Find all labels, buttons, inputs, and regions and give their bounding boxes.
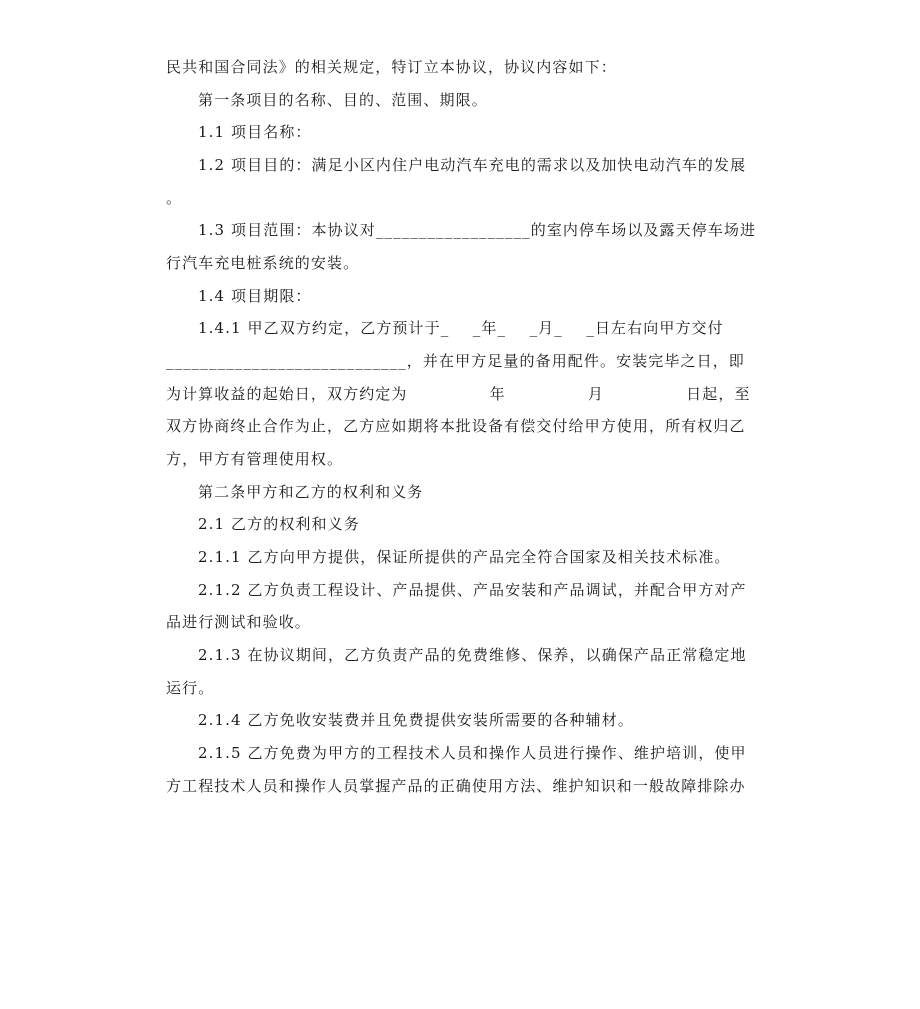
- paragraph-line: 。: [166, 189, 183, 207]
- paragraph-line: 1.1 项目名称：: [198, 123, 312, 141]
- paragraph-line: 方工程技术人员和操作人员掌握产品的正确使用方法、维护知识和一般故障排除办: [166, 777, 746, 795]
- paragraph-line: 2.1.3 在协议期间，乙方负责产品的免费维修、保养，以确保产品正常稳定地: [198, 646, 747, 664]
- paragraph-line: 1.4 项目期限：: [198, 287, 312, 305]
- paragraph-line: 运行。: [166, 679, 215, 697]
- section-heading: 第二条甲方和乙方的权利和义务: [198, 483, 424, 501]
- paragraph-line: ____________________________，并在甲方足量的备用配件。安装完毕之日，即: [166, 352, 745, 370]
- paragraph-line: 民共和国合同法》的相关规定，特订立本协议，协议内容如下：: [166, 58, 617, 76]
- paragraph-line: 1.4.1 甲乙双方约定，乙方预计于_ _年_ _月_ _日左右向甲方交付: [198, 319, 724, 337]
- paragraph-line: 方，甲方有管理使用权。: [166, 450, 344, 468]
- paragraph-line: 2.1.4 乙方免收安装费并且免费提供安装所需要的各种辅材。: [198, 711, 634, 729]
- paragraph-line: 为计算收益的起始日，双方约定为 年 月 日起，至: [166, 385, 751, 403]
- paragraph-line: 2.1 乙方的权利和义务: [198, 515, 360, 533]
- section-heading: 第一条项目的名称、目的、范围、期限。: [198, 91, 488, 109]
- paragraph-line: 1.2 项目目的：满足小区内住户电动汽车充电的需求以及加快电动汽车的发展: [198, 156, 747, 174]
- paragraph-line: 品进行测试和验收。: [166, 613, 311, 631]
- paragraph-line: 2.1.5 乙方免费为甲方的工程技术人员和操作人员进行操作、维护培训，使甲: [198, 744, 747, 762]
- paragraph-line: 2.1.2 乙方负责工程设计、产品提供、产品安装和产品调试，并配合甲方对产: [198, 581, 747, 599]
- paragraph-line: 1.3 项目范围：本协议对__________________的室内停车场以及露天停车场进: [198, 221, 757, 239]
- paragraph-line: 双方协商终止合作为止，乙方应如期将本批设备有偿交付给甲方使用，所有权归乙: [166, 417, 746, 435]
- paragraph-line: 行汽车充电桩系统的安装。: [166, 254, 360, 272]
- paragraph-line: 2.1.1 乙方向甲方提供，保证所提供的产品完全符合国家及相关技术标准。: [198, 548, 731, 566]
